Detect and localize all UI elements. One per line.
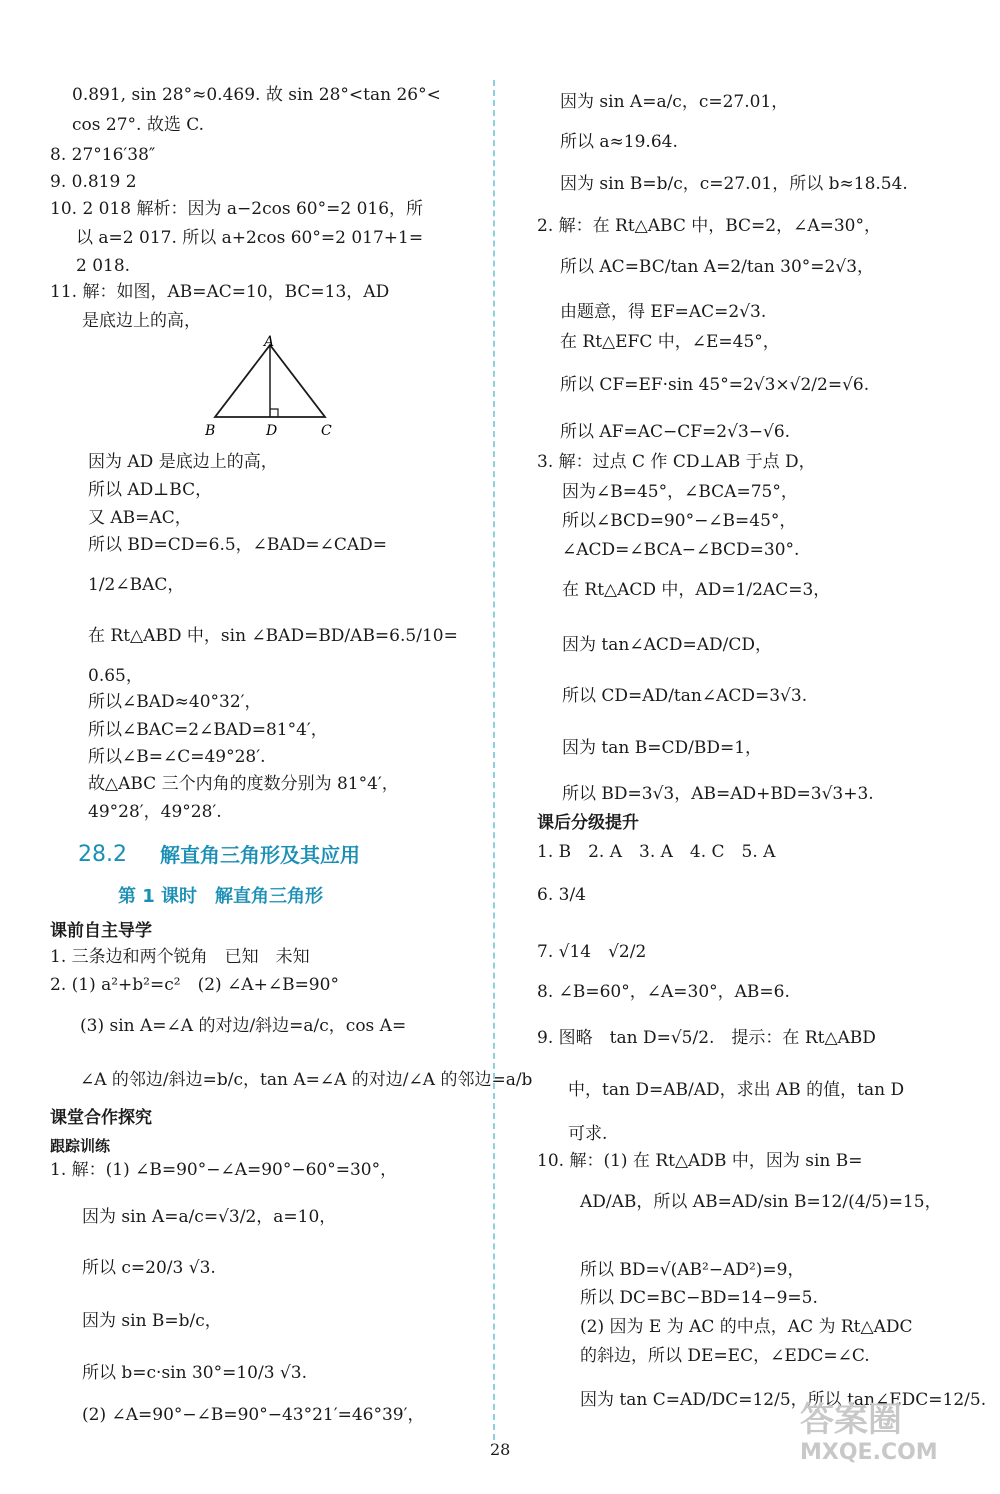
text-line: 2. (1) a²+b²=c² (2) ∠A+∠B=90° — [50, 975, 339, 995]
text-line: 又 AB=AC， — [88, 508, 192, 528]
answer-11: 11. 解：如图，AB=AC=10，BC=13，AD — [50, 282, 390, 302]
text-line: 是底边上的高， — [82, 311, 201, 331]
text-line: 因为 sin A=a/c=√3/2，a=10， — [82, 1207, 337, 1227]
text-line: 在 Rt△ACD 中，AD=1/2AC=3， — [562, 580, 831, 600]
text-line: 因为 tan∠ACD=AD/CD， — [562, 635, 772, 655]
text-line: 所以 c=20/3 √3. — [82, 1258, 216, 1278]
text-line: ∠ACD=∠BCA−∠BCD=30°. — [562, 540, 800, 560]
lesson-title: 第 1 课时 解直角三角形 — [118, 886, 324, 907]
text-line: 因为 AD 是底边上的高， — [88, 452, 278, 472]
answer-10: 10. 2 018 解析：因为 a−2cos 60°=2 016，所 — [50, 199, 424, 219]
text-line: 所以 DC=BC−BD=14−9=5. — [580, 1288, 818, 1308]
vertex-label-d: D — [266, 423, 278, 439]
text-line: 中，tan D=AB/AD，求出 AB 的值，tan D — [568, 1080, 905, 1100]
text-line: 因为 tan B=CD/BD=1， — [562, 738, 763, 758]
triangle-figure — [200, 335, 340, 440]
text-line: 所以∠BAD≈40°32′， — [88, 692, 262, 712]
section-title: 解直角三角形及其应用 — [160, 843, 360, 867]
answer-8-right: 8. ∠B=60°，∠A=30°，AB=6. — [537, 982, 790, 1002]
page-number: 28 — [490, 1440, 511, 1459]
text-line: 的斜边，所以 DE=EC，∠EDC=∠C. — [580, 1346, 870, 1366]
text-line: 2 018. — [76, 256, 131, 276]
text-line: 1. 解：(1) ∠B=90°−∠A=90°−60°=30°， — [50, 1160, 398, 1180]
text-line: 1. 三条边和两个锐角 已知 未知 — [50, 947, 310, 967]
watermark-url: MXQE.COM — [800, 1440, 938, 1465]
text-line: 因为 sin B=b/c， — [82, 1311, 222, 1331]
vertex-label-c: C — [321, 423, 332, 439]
answer-2: 2. 解：在 Rt△ABC 中，BC=2，∠A=30°， — [537, 216, 882, 236]
text-line: 所以 AC=BC/tan A=2/tan 30°=2√3， — [560, 257, 875, 277]
text-line: ∠A 的邻边/斜边=b/c，tan A=∠A 的对边/∠A 的邻边=a/b — [80, 1070, 533, 1090]
text-line: 1. B 2. A 3. A 4. C 5. A — [537, 842, 776, 862]
watermark — [800, 1400, 938, 1466]
text-line: 所以∠B=∠C=49°28′. — [88, 747, 266, 767]
text-line: 所以 AF=AC−CF=2√3−√6. — [560, 422, 791, 442]
text-line: 可求. — [568, 1124, 608, 1144]
column-divider — [493, 80, 495, 1440]
text-line: 1/2∠BAC， — [88, 575, 185, 595]
text-line: 因为∠B=45°，∠BCA=75°， — [562, 482, 798, 502]
text-line: (2) 因为 E 为 AC 的中点，AC 为 Rt△ADC — [580, 1317, 913, 1337]
text-line: (3) sin A=∠A 的对边/斜边=a/c，cos A= — [80, 1016, 407, 1036]
watermark-logo-text: 答案圈 — [800, 1400, 902, 1440]
text-line: 0.891, sin 28°≈0.469. 故 sin 28°<tan 26°< — [72, 85, 441, 105]
heading-class-inquiry: 课堂合作探究 — [50, 1108, 152, 1128]
text-line: 所以 a≈19.64. — [560, 132, 678, 152]
text-line: 所以 CD=AD/tan∠ACD=3√3. — [562, 686, 808, 706]
text-line: cos 27°. 故选 C. — [72, 115, 205, 135]
text-line: (2) ∠A=90°−∠B=90°−43°21′=46°39′， — [82, 1405, 425, 1425]
text-line: 以 a=2 017. 所以 a+2cos 60°=2 017+1= — [76, 228, 424, 248]
text-line: 在 Rt△EFC 中，∠E=45°， — [560, 332, 780, 352]
text-line: 所以 BD=3√3，AB=AD+BD=3√3+3. — [562, 784, 874, 804]
answer-8: 8. 27°16′38″ — [50, 145, 156, 165]
text-line: 由题意，得 EF=AC=2√3. — [560, 302, 767, 322]
text-line: 所以 CF=EF·sin 45°=2√3×√2/2=√6. — [560, 375, 870, 395]
text-line: 故△ABC 三个内角的度数分别为 81°4′， — [88, 774, 399, 794]
answer-7: 7. √14 √2/2 — [537, 942, 647, 962]
text-line: 因为 tan C=AD/DC=12/5，所以 tan∠EDC=12/5. — [580, 1390, 987, 1410]
text-line: 因为 sin B=b/c，c=27.01，所以 b≈18.54. — [560, 174, 908, 194]
answer-9-right: 9. 图略 tan D=√5/2. 提示：在 Rt△ABD — [537, 1028, 876, 1048]
heading-pre-study: 课前自主导学 — [50, 921, 152, 941]
vertex-label-a: A — [264, 335, 275, 350]
text-line: 所以∠BCD=90°−∠B=45°， — [562, 511, 797, 531]
text-line: 因为 sin A=a/c，c=27.01， — [560, 92, 789, 112]
text-line: 在 Rt△ABD 中，sin ∠BAD=BD/AB=6.5/10= — [88, 626, 458, 646]
vertex-label-b: B — [205, 423, 216, 439]
text-line: 所以 BD=CD=6.5，∠BAD=∠CAD= — [88, 535, 387, 555]
answer-3: 3. 解：过点 C 作 CD⊥AB 于点 D， — [537, 452, 816, 472]
text-line: 0.65， — [88, 666, 143, 686]
text-line: 所以 b=c·sin 30°=10/3 √3. — [82, 1363, 307, 1383]
section-number: 28.2 — [78, 842, 127, 867]
text-line: 所以 BD=√(AB²−AD²)=9， — [580, 1260, 805, 1280]
text-line: AD/AB，所以 AB=AD/sin B=12/(4/5)=15， — [580, 1192, 942, 1212]
text-line: 所以 AD⊥BC， — [88, 480, 213, 500]
text-line: 49°28′，49°28′. — [88, 802, 222, 822]
text-line: 所以∠BAC=2∠BAD=81°4′， — [88, 720, 328, 740]
answer-6: 6. 3/4 — [537, 885, 586, 905]
right-angle-mark — [270, 409, 278, 417]
answer-9: 9. 0.819 2 — [50, 172, 137, 192]
answer-10-right: 10. 解：(1) 在 Rt△ADB 中，因为 sin B= — [537, 1151, 863, 1171]
heading-after-class: 课后分级提升 — [537, 813, 639, 833]
heading-follow-training: 跟踪训练 — [50, 1137, 111, 1155]
